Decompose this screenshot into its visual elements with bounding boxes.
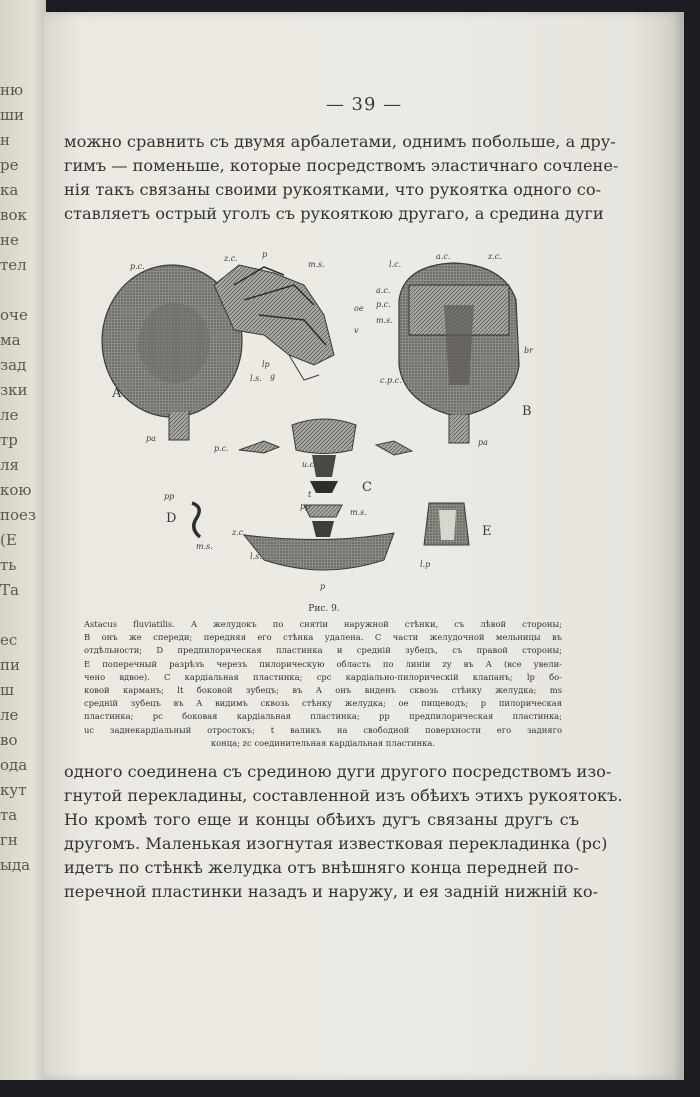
label-uc: u.c. — [302, 460, 317, 469]
label-zc2: z.c. — [232, 528, 246, 537]
label-lp2: l.p — [420, 560, 431, 569]
left-fragment: н — [0, 131, 10, 149]
left-fragment: тел — [0, 256, 27, 274]
left-fragment: ес — [0, 631, 18, 649]
label-lc: l.c. — [389, 260, 402, 269]
page-number: — 39 — — [325, 94, 403, 115]
label-c: C — [362, 480, 372, 495]
left-fragment: зад — [0, 356, 27, 374]
text-line: одного соединена съ срединою дуги другого посредствомъ изо- — [64, 762, 612, 781]
label-g: g — [270, 372, 276, 381]
left-fragment: гн — [0, 831, 18, 849]
left-fragment: тр — [0, 431, 18, 449]
label-p: p — [262, 250, 268, 259]
label-ms: m.s. — [308, 260, 325, 269]
label-br-top: z.c. — [488, 252, 502, 261]
left-fragment: ка — [0, 181, 19, 199]
figure-lower-center-drawing — [244, 505, 394, 570]
figure-c-drawing — [239, 419, 412, 493]
left-fragment: вок — [0, 206, 27, 224]
label-pp: pp — [164, 492, 175, 501]
label-d: D — [166, 511, 177, 526]
label-ls: l.s. — [250, 374, 262, 383]
left-fragment: во — [0, 731, 18, 749]
label-pp2: pp — [300, 502, 311, 511]
caption-line: B онъ же спереди; передняя его стѣнка удалена. C части желудочной мельницы въ — [84, 632, 562, 643]
label-ms4: m.s. — [350, 508, 367, 517]
text-line: идетъ по стѣнкѣ желудка отъ внѣшняго конца передней по- — [64, 858, 579, 877]
text-line: Но кромѣ того еще и концы обѣихъ дугъ связаны другъ съ — [64, 810, 579, 829]
left-fragment: та — [0, 806, 18, 824]
text-line: гимъ — поменьше, которые посредствомъ эластичнаго сочлене- — [64, 156, 619, 175]
crayfish-stomach-figure — [64, 245, 584, 605]
left-fragment: ши — [0, 106, 24, 124]
figure-caption-title: Рис. 9. — [308, 604, 340, 614]
left-fragment: зки — [0, 381, 28, 399]
book-page — [44, 12, 684, 1080]
left-fragment: ть — [0, 556, 17, 574]
caption-line: Astacus fluviatilis. A желудокъ по снятіи наружной стѣнки, съ лѣвой стороны; — [84, 619, 562, 629]
figure-caption — [84, 618, 562, 750]
label-pc2: p.c. — [376, 300, 391, 309]
left-fragment: кою — [0, 481, 32, 499]
text-line: другомъ. Маленькая изогнутая известковая перекладинка (pc) — [64, 834, 608, 853]
caption-line: uc заднекардіальный отростокъ; t валикъ на свободной поверхности его задняго — [84, 724, 562, 735]
left-fragment: пи — [0, 656, 20, 674]
label-cpc: c.p.c. — [380, 376, 402, 385]
left-fragment — [0, 603, 46, 628]
figure-b-drawing — [399, 263, 519, 443]
caption-line: пластинка; pc боковая кардіальная пластинка; pp предпилорическая пластинка; — [84, 711, 562, 722]
label-a: A — [112, 386, 122, 401]
label-lp: lp — [262, 360, 270, 369]
label-ls2: l.s. — [250, 552, 262, 561]
caption-line: конца; zc соединительная кардіальная пластинка. — [210, 737, 436, 748]
left-fragment: (Е — [0, 531, 17, 549]
label-pa: pa — [146, 434, 156, 443]
left-page-text — [0, 78, 46, 878]
label-oe: oe — [354, 304, 364, 313]
text-line: нія такъ связаны своими рукоятками, что рукоятка одного со- — [64, 180, 602, 199]
text-line: можно сравнить съ двумя арбалетами, однимъ побольше, а дру- — [64, 132, 616, 151]
caption-line: E поперечный разрѣзъ черезъ пилорическую область по линіи zy въ A (все увели- — [84, 658, 562, 669]
left-fragment: ода — [0, 756, 28, 774]
label-pa2: pa — [478, 438, 488, 447]
label-e: E — [482, 524, 492, 539]
figure-d-drawing — [192, 503, 200, 537]
caption-line: средній зубецъ въ A видимъ сквозь стѣнку желудка; oe пищеводъ; p пилорическая — [84, 698, 562, 709]
left-fragment: оче — [0, 306, 28, 324]
text-line: гнутой перекладины, составленной изъ обѣихъ этихъ рукоятокъ. — [64, 786, 623, 805]
label-p2: p — [320, 582, 326, 591]
left-fragment — [0, 278, 46, 303]
label-pc3: p.c. — [214, 444, 229, 453]
top-paragraph — [64, 130, 619, 226]
label-b: B — [522, 404, 532, 419]
left-fragment: Та — [0, 581, 19, 599]
left-fragment: ле — [0, 406, 19, 424]
label-pc: p.c. — [130, 262, 145, 271]
left-fragment: кут — [0, 781, 27, 799]
caption-line: чено вдвое). C кардіальная пластинка; cpc кардіально-пилорическій клапанъ; lp бо- — [84, 671, 562, 682]
left-fragment: не — [0, 231, 19, 249]
left-fragment: ля — [0, 456, 19, 474]
figure-a-drawing — [102, 265, 334, 440]
text-line: ставляетъ острый уголъ съ рукояткою другаго, а средина дуги — [64, 204, 604, 223]
label-br: br — [524, 346, 533, 355]
left-fragment: ре — [0, 156, 19, 174]
label-ac: a.c. — [436, 252, 451, 261]
figure-illustration — [64, 245, 584, 605]
left-facing-page — [0, 0, 46, 1080]
label-t: t — [308, 490, 312, 499]
caption-line: отдѣльности; D предпилорическая пластинка и средній зубецъ, съ правой стороны; — [84, 645, 562, 656]
caption-line: ковой карманъ; lt боковой зубецъ; въ A онъ виденъ сквозь стѣнку желудка; ms — [84, 685, 562, 696]
left-fragment: ыда — [0, 856, 31, 874]
label-ac2: a.c. — [376, 286, 391, 295]
left-fragment: ма — [0, 331, 21, 349]
figure-e-drawing — [424, 503, 469, 545]
label-ms3: m.s. — [196, 542, 213, 551]
text-line: перечной пластинки назадъ и наружу, и ея задній нижній ко- — [64, 882, 599, 901]
bottom-paragraph — [64, 760, 623, 904]
left-fragment: ш — [0, 681, 14, 699]
left-fragment: ле — [0, 706, 19, 724]
left-fragment: поез — [0, 506, 37, 524]
left-fragment: ню — [0, 81, 24, 99]
label-ms2: m.s. — [376, 316, 393, 325]
label-v: v — [354, 326, 359, 335]
label-zc: z.c. — [224, 254, 238, 263]
